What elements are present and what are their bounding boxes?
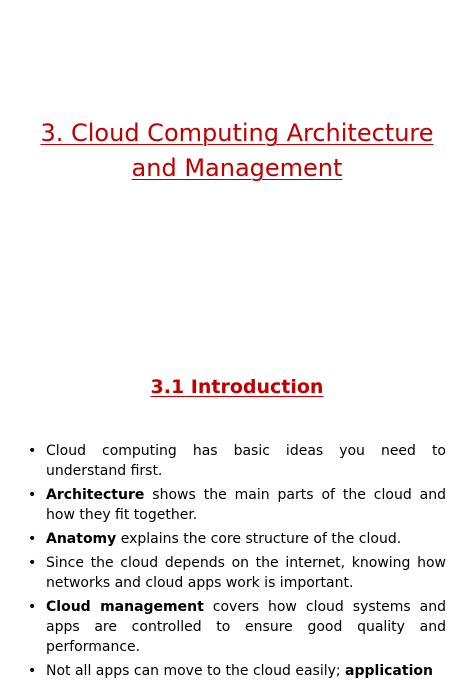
bullet-marker: • [28, 443, 37, 459]
bullet-bold-term: application [345, 663, 433, 679]
bullet-bold-term: Anatomy [46, 531, 117, 547]
bullet-bold-term: Cloud management [46, 599, 204, 615]
bullet-text: covers how cloud systems and apps are controlled to ensure good quality and performance. [46, 599, 447, 655]
bullet-text: Cloud computing has basic ideas you need to understand first. [46, 443, 446, 479]
bullet-text: Not all apps can move to the cloud easily; [46, 663, 346, 679]
bullet-text: shows the main parts of the cloud and how they fit together. [46, 487, 446, 523]
bullet-marker: • [28, 531, 37, 547]
bullet-marker: • [28, 599, 37, 615]
bullet-text: Since the cloud depends on the internet, knowing how networks and cloud apps work is important. [46, 555, 446, 591]
slide-title-line-1: 3. Cloud Computing Architecture [40, 119, 434, 147]
bullet-item [28, 529, 446, 549]
bullet-item [28, 553, 446, 593]
bullet-text: explains the core structure of the cloud. [116, 531, 402, 547]
bullet-item [28, 441, 446, 481]
bullet-item [28, 485, 446, 525]
bullet-marker: • [28, 663, 37, 679]
slide-title-line-2: and Management [131, 154, 343, 182]
slide-title [20, 116, 454, 186]
bullet-marker: • [28, 487, 37, 503]
bullet-list [28, 441, 446, 685]
bullet-item [28, 597, 446, 657]
bullet-marker: • [28, 555, 37, 571]
bullet-item [28, 661, 446, 681]
section-heading: 3.1 Introduction [150, 376, 324, 398]
bullet-bold-term: Architecture [46, 487, 145, 503]
